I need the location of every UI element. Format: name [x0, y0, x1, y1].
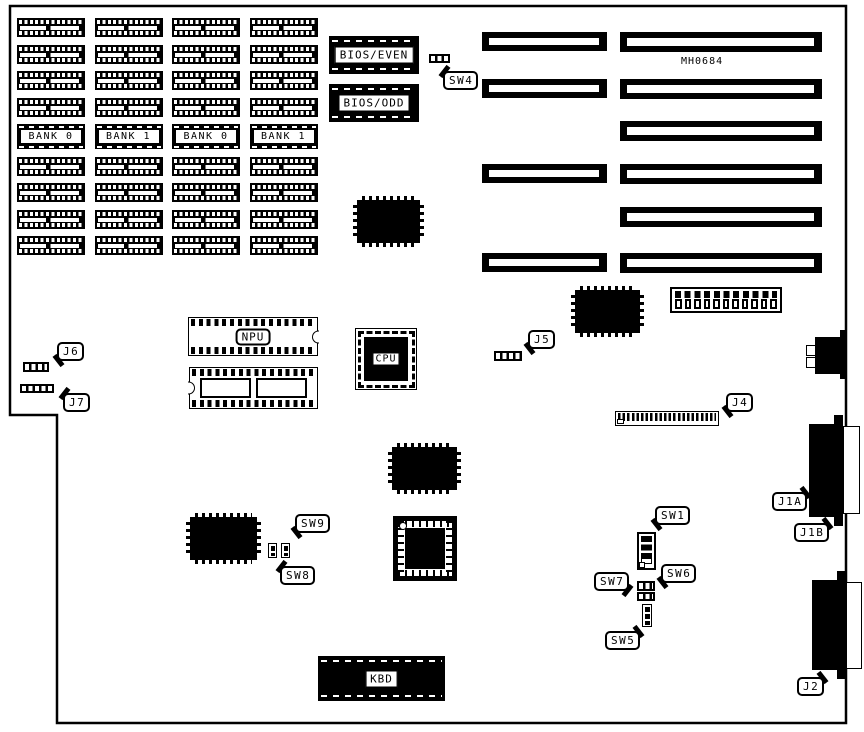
expansion-slot — [620, 121, 822, 141]
sw5-switch — [642, 604, 652, 627]
ram-chip — [250, 157, 318, 176]
ram-chip — [17, 71, 85, 90]
ram-chip — [95, 18, 163, 37]
ram-chip — [17, 183, 85, 202]
ram-chip — [250, 18, 318, 37]
ram-chip — [17, 98, 85, 117]
j2-mount — [837, 571, 846, 580]
npu-socket — [188, 317, 318, 356]
callout-j2: J2 — [797, 677, 824, 696]
qfp-chip — [357, 200, 420, 243]
bank-label: BANK 1 — [250, 124, 318, 149]
j1-mount — [834, 517, 843, 526]
expansion-slot — [482, 253, 607, 272]
ram-chip — [172, 236, 240, 255]
ram-chip — [17, 18, 85, 37]
qfp-chip — [575, 290, 640, 333]
qfp-chip — [190, 517, 257, 560]
expansion-slot — [620, 207, 822, 227]
sw4-switch — [429, 54, 450, 63]
j1-connector — [809, 424, 843, 517]
bios-odd-chip — [329, 84, 419, 122]
ram-chip — [172, 210, 240, 229]
callout-sw1: SW1 — [655, 506, 690, 525]
qfp-chip — [392, 447, 457, 490]
ram-chip — [95, 98, 163, 117]
ram-chip — [172, 183, 240, 202]
keyboard-connector-pin — [806, 357, 816, 368]
ram-chip — [95, 183, 163, 202]
ram-chip — [95, 210, 163, 229]
plcc-socket — [393, 516, 457, 581]
sw6-switch — [637, 581, 655, 591]
cpu-label: CPU — [372, 353, 399, 366]
ram-chip — [250, 45, 318, 64]
power-connector — [670, 287, 782, 313]
callout-sw6: SW6 — [661, 564, 696, 583]
sw9-jumper — [281, 543, 290, 558]
kbd-chip — [318, 656, 445, 701]
sw7-switch — [637, 592, 655, 601]
bank-label: BANK 0 — [172, 124, 240, 149]
callout-sw9: SW9 — [295, 514, 330, 533]
expansion-slot — [620, 32, 822, 52]
callout-j7: J7 — [63, 393, 90, 412]
expansion-slot — [620, 253, 822, 273]
j7-header — [20, 384, 54, 393]
ram-chip — [95, 71, 163, 90]
ram-chip — [17, 236, 85, 255]
callout-sw4: SW4 — [443, 71, 478, 90]
j2-connector — [812, 580, 846, 670]
npu-label: NPU — [236, 328, 271, 345]
j1-mount — [834, 415, 843, 424]
expansion-slot — [482, 164, 607, 183]
bios-even-chip — [329, 36, 419, 74]
part-number-label: MH0684 — [681, 56, 724, 67]
keyboard-connector-pin — [806, 345, 816, 356]
ram-chip — [250, 71, 318, 90]
keyboard-connector — [815, 337, 843, 374]
empty-dip-socket — [189, 367, 318, 409]
bios-odd-label: BIOS/ODD — [339, 95, 410, 112]
callout-sw8: SW8 — [280, 566, 315, 585]
ram-chip — [250, 236, 318, 255]
callout-sw7: SW7 — [594, 572, 629, 591]
ram-chip — [172, 98, 240, 117]
cpu-socket — [355, 328, 417, 390]
sw1-dip-switch — [637, 532, 656, 570]
keyboard-connector-flange — [840, 330, 847, 379]
pin1-indicator — [399, 522, 407, 530]
expansion-slot — [482, 32, 607, 51]
expansion-slot — [620, 164, 822, 184]
j6-header — [23, 362, 49, 372]
bank-label: BANK 0 — [17, 124, 85, 149]
kbd-label: KBD — [365, 670, 398, 687]
ram-chip — [172, 45, 240, 64]
j2-mount — [837, 670, 846, 679]
bank-label: BANK 1 — [95, 124, 163, 149]
j5-header — [494, 351, 522, 361]
ram-chip — [17, 45, 85, 64]
ram-chip — [17, 157, 85, 176]
callout-j4: J4 — [726, 393, 753, 412]
ram-chip — [172, 157, 240, 176]
callout-j1b: J1B — [794, 523, 829, 542]
bios-even-label: BIOS/EVEN — [335, 47, 414, 64]
ram-chip — [95, 236, 163, 255]
ram-chip — [17, 210, 85, 229]
sw8-jumper — [268, 543, 277, 558]
callout-sw5: SW5 — [605, 631, 640, 650]
callout-j1a: J1A — [772, 492, 807, 511]
ram-chip — [250, 98, 318, 117]
j2-connector-shell — [846, 582, 862, 669]
callout-j5: J5 — [528, 330, 555, 349]
ram-chip — [172, 18, 240, 37]
ram-chip — [95, 157, 163, 176]
j1-connector-shell — [843, 426, 860, 514]
j4-header — [615, 411, 719, 426]
callout-j6: J6 — [57, 342, 84, 361]
expansion-slot — [482, 79, 607, 98]
ram-chip — [250, 210, 318, 229]
expansion-slot — [620, 79, 822, 99]
ram-chip — [95, 45, 163, 64]
ram-bank-grid — [17, 18, 318, 255]
ram-chip — [172, 71, 240, 90]
ram-chip — [250, 183, 318, 202]
